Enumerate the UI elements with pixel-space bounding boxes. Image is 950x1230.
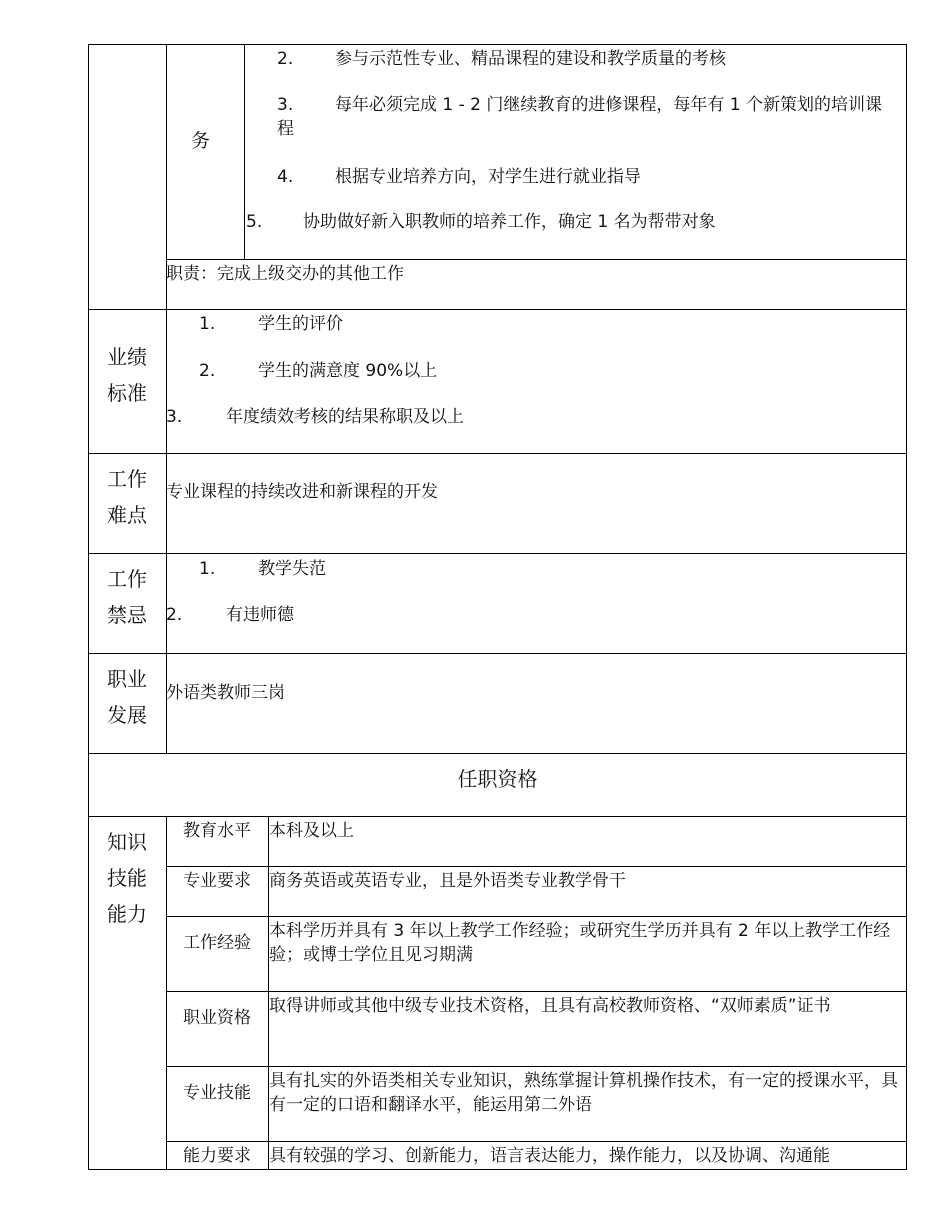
taboo-item-2 bbox=[166, 603, 294, 627]
duty-item-5 bbox=[246, 210, 716, 234]
taboo-label: 工作禁忌 bbox=[107, 567, 147, 627]
taboo-item-text: 教学失范 bbox=[258, 559, 326, 579]
qual-row-value: 具有扎实的外语类相关专业知识，熟练掌握计算机操作技术，有一定的授课水平，具有一定的口语和翻译水平，能运用第二外语 bbox=[269, 1071, 898, 1115]
performance-item-num: 3. bbox=[166, 407, 183, 427]
duty-item-num: 2. bbox=[277, 49, 294, 69]
qual-row-label: 职业资格 bbox=[183, 1008, 251, 1028]
duty-item-text: 每年必须完成 1 - 2 门继续教育的进修课程，每年有 1 个新策划的培训课程 bbox=[277, 95, 883, 139]
qual-row-sep-4 bbox=[166, 1066, 907, 1067]
qual-row-sep-2 bbox=[166, 916, 907, 917]
performance-item-text: 学生的满意度 90%以上 bbox=[258, 361, 438, 381]
performance-label: 业绩标准 bbox=[107, 345, 147, 405]
qual-row-value: 本科学历并具有 3 年以上教学工作经验；或研究生学历并具有 2 年以上教学工作经验；或博士学位且见习期满 bbox=[269, 921, 891, 965]
qual-row-sep-5 bbox=[166, 1141, 907, 1142]
qual-row-value: 本科及以上 bbox=[269, 821, 354, 841]
qual-row-value: 具有较强的学习、创新能力，语言表达能力，操作能力，以及协调、沟通能 bbox=[269, 1146, 830, 1166]
qual-row-value: 取得讲师或其他中级专业技术资格，且具有高校教师资格、“双师素质”证书 bbox=[269, 996, 831, 1016]
taboo-top-separator bbox=[88, 553, 907, 554]
qual-row-value: 商务英语或英语专业，且是外语类专业教学骨干 bbox=[269, 871, 626, 891]
qualifications-title: 任职资格 bbox=[457, 767, 538, 791]
performance-item-num: 1. bbox=[199, 314, 216, 334]
duty-item-num: 4. bbox=[277, 167, 294, 187]
qual-row-label: 工作经验 bbox=[183, 933, 251, 953]
duties-label: 务 bbox=[191, 130, 211, 152]
difficulty-top-separator bbox=[88, 453, 907, 454]
performance-item-1 bbox=[199, 312, 343, 336]
duty-item-3 bbox=[277, 93, 897, 141]
performance-top-separator bbox=[88, 309, 907, 310]
table-right-border bbox=[906, 44, 907, 1170]
performance-item-text: 学生的评价 bbox=[258, 314, 343, 334]
qual-row-label: 教育水平 bbox=[183, 821, 251, 841]
duties-other: 职责：完成上级交办的其他工作 bbox=[166, 264, 404, 284]
difficulty-label: 工作难点 bbox=[107, 467, 147, 527]
duties-inner-divider bbox=[244, 44, 245, 259]
qualifications-group-label: 知识技能能力 bbox=[107, 830, 147, 926]
table-bottom-border bbox=[88, 1169, 907, 1170]
duty-item-num: 5. bbox=[246, 212, 263, 232]
duties-other-separator bbox=[166, 259, 907, 260]
taboo-item-text: 有违师德 bbox=[226, 605, 294, 625]
duty-item-4 bbox=[277, 165, 641, 189]
duty-item-text: 根据专业培养方向，对学生进行就业指导 bbox=[335, 167, 641, 187]
duty-item-text: 协助做好新入职教师的培养工作，确定 1 名为帮带对象 bbox=[303, 212, 716, 232]
difficulty-text: 专业课程的持续改进和新课程的开发 bbox=[166, 482, 438, 502]
qual-row-label: 能力要求 bbox=[183, 1146, 251, 1166]
table-top-border bbox=[88, 44, 907, 45]
career-label: 职业发展 bbox=[107, 667, 147, 727]
qual-row-sep-3 bbox=[166, 991, 907, 992]
duty-item-num: 3. bbox=[277, 95, 294, 115]
label-column-divider bbox=[166, 44, 167, 753]
career-top-separator bbox=[88, 653, 907, 654]
career-text: 外语类教师三岗 bbox=[166, 683, 285, 703]
duty-item-text: 参与示范性专业、精品课程的建设和教学质量的考核 bbox=[335, 49, 726, 69]
qualification-title-bottom bbox=[88, 816, 907, 817]
taboo-item-num: 2. bbox=[166, 605, 183, 625]
qual-row-label: 专业要求 bbox=[183, 871, 251, 891]
duty-item-2 bbox=[277, 47, 726, 71]
performance-item-text: 年度绩效考核的结果称职及以上 bbox=[226, 407, 464, 427]
qual-row-sep-1 bbox=[166, 866, 907, 867]
qual-row-label: 专业技能 bbox=[183, 1083, 251, 1103]
performance-item-3 bbox=[166, 405, 464, 429]
performance-item-num: 2. bbox=[199, 361, 216, 381]
taboo-item-num: 1. bbox=[199, 559, 216, 579]
qualification-title-top bbox=[88, 753, 907, 754]
taboo-item-1 bbox=[199, 557, 326, 581]
performance-item-2 bbox=[199, 359, 437, 383]
